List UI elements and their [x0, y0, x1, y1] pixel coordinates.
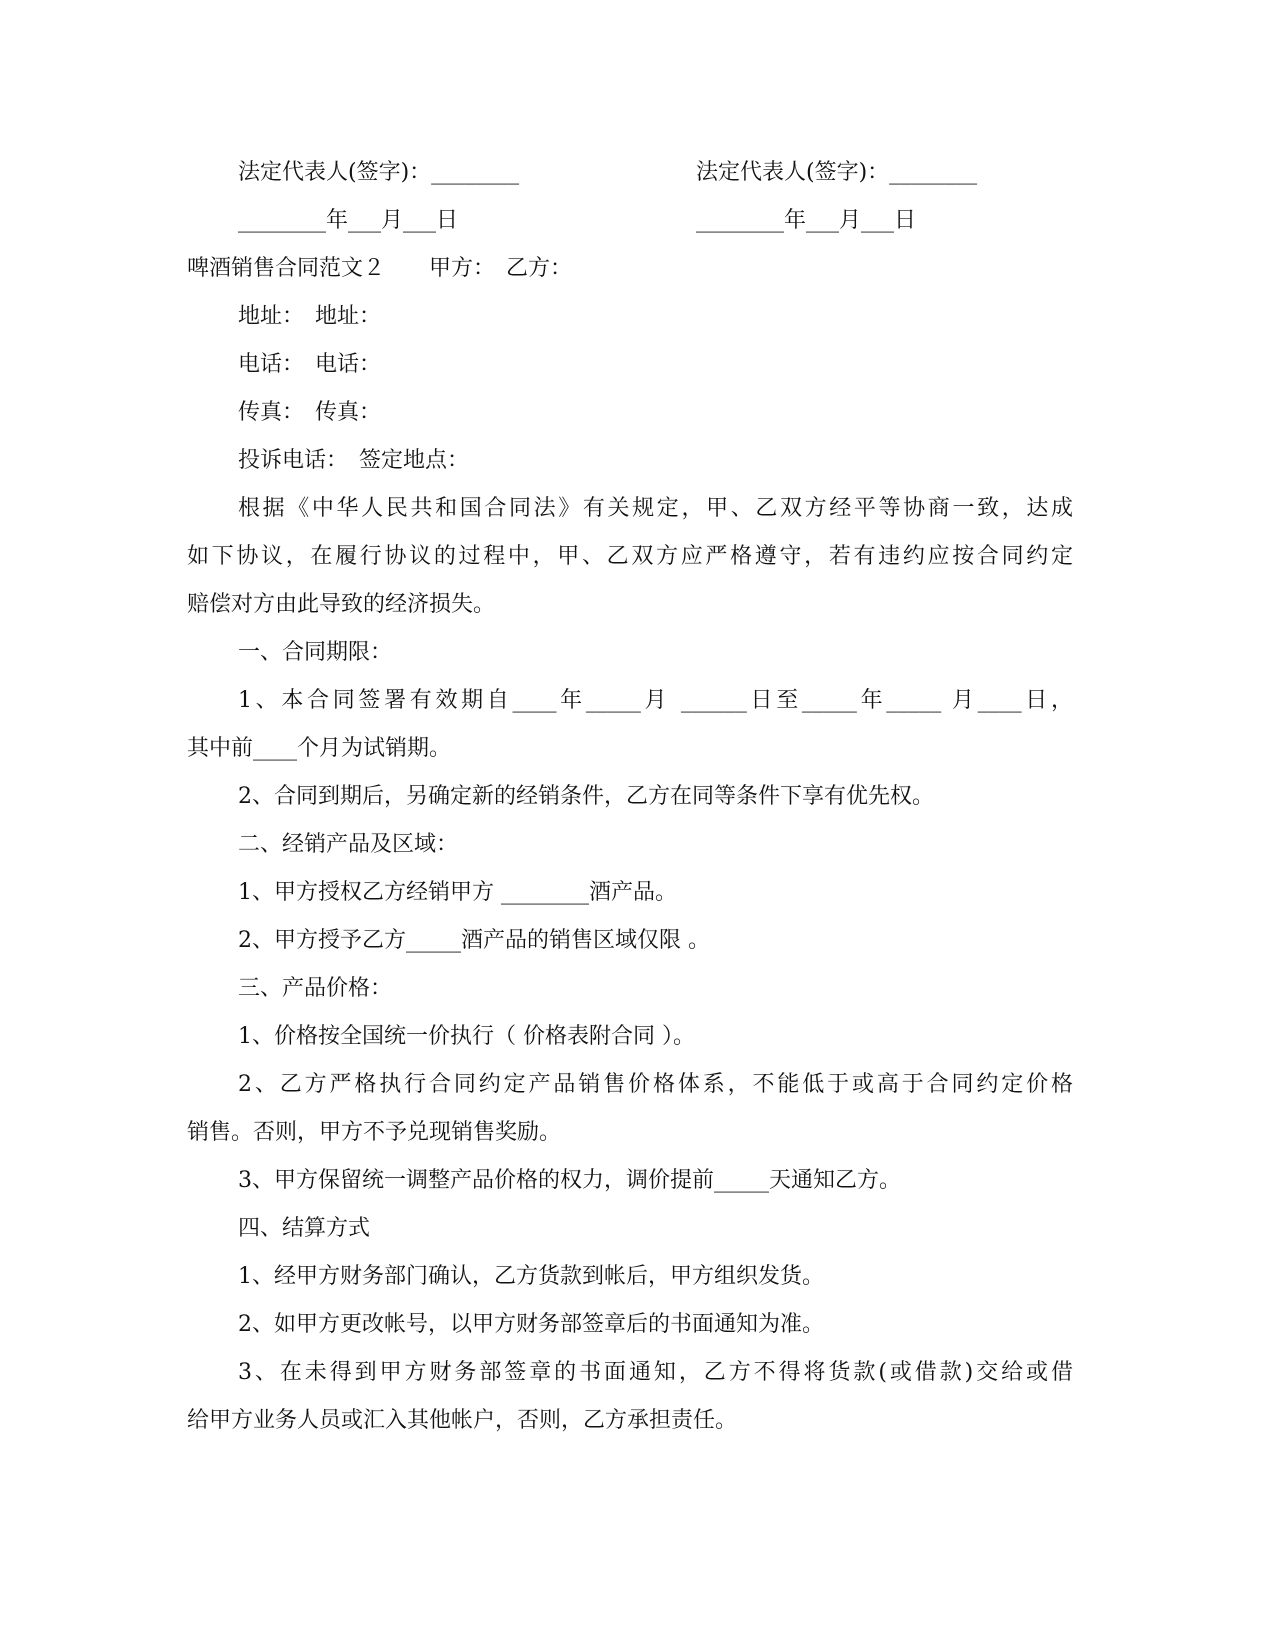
section-1-title: 一、合同期限： — [238, 640, 393, 665]
party-a-signature-line: 法定代表人(签字)：________ — [238, 160, 520, 185]
section-1-item-1-line-2: 其中前____个月为试销期。 — [187, 736, 452, 761]
fax-line: 传真： 传真： — [238, 400, 382, 425]
section-4-item-3-line-1: 3、在未得到甲方财务部签章的书面通知，乙方不得将货款(或借款)交给或借 — [238, 1360, 1073, 1385]
intro-line-1: 根据《中华人民共和国合同法》有关规定，甲、乙双方经平等协商一致，达成 — [238, 496, 1073, 521]
phone-line: 电话： 电话： — [238, 352, 382, 377]
section-3-item-3: 3、甲方保留统一调整产品价格的权力，调价提前_____天通知乙方。 — [238, 1168, 901, 1193]
intro-line-3: 赔偿对方由此导致的经济损失。 — [187, 592, 496, 617]
party-b-signature-line: 法定代表人(签字)：________ — [696, 160, 978, 185]
section-3-item-1: 1、价格按全国统一价执行（ 价格表附合同 ）。 — [238, 1024, 695, 1049]
address-line: 地址： 地址： — [238, 304, 382, 329]
party-a-date-line: ________年___月___日 — [238, 208, 459, 233]
section-1-item-2: 2、合同到期后，另确定新的经销条件，乙方在同等条件下享有优先权。 — [238, 784, 934, 809]
complaint-line: 投诉电话： 签定地点： — [238, 448, 470, 473]
intro-line-2: 如下协议，在履行协议的过程中，甲、乙双方应严格遵守，若有违约应按合同约定 — [187, 544, 1073, 569]
contract-title-line: 啤酒销售合同范文２ 甲方： 乙方： — [187, 256, 573, 281]
section-2-title: 二、经销产品及区域： — [238, 832, 459, 857]
section-4-item-2: 2、如甲方更改帐号，以甲方财务部签章后的书面通知为准。 — [238, 1312, 824, 1337]
section-2-item-2: 2、甲方授予乙方_____酒产品的销售区域仅限 。 — [238, 928, 710, 953]
party-b-date-line: ________年___月___日 — [696, 208, 917, 233]
section-1-item-1-line-1: 1、本合同签署有效期自____年_____月 ______日至_____年_____ 月____日， — [238, 688, 1073, 713]
section-3-item-2-line-2: 销售。否则，甲方不予兑现销售奖励。 — [187, 1120, 562, 1145]
section-3-item-2-line-1: 2、乙方严格执行合同约定产品销售价格体系，不能低于或高于合同约定价格 — [238, 1072, 1073, 1097]
section-3-title: 三、产品价格： — [238, 976, 393, 1001]
section-4-item-3-line-2: 给甲方业务人员或汇入其他帐户，否则，乙方承担责任。 — [187, 1408, 738, 1433]
section-4-title: 四、结算方式 — [238, 1216, 371, 1241]
section-4-item-1: 1、经甲方财务部门确认，乙方货款到帐后，甲方组织发货。 — [238, 1264, 824, 1289]
section-2-item-1: 1、甲方授权乙方经销甲方 ________酒产品。 — [238, 880, 677, 905]
